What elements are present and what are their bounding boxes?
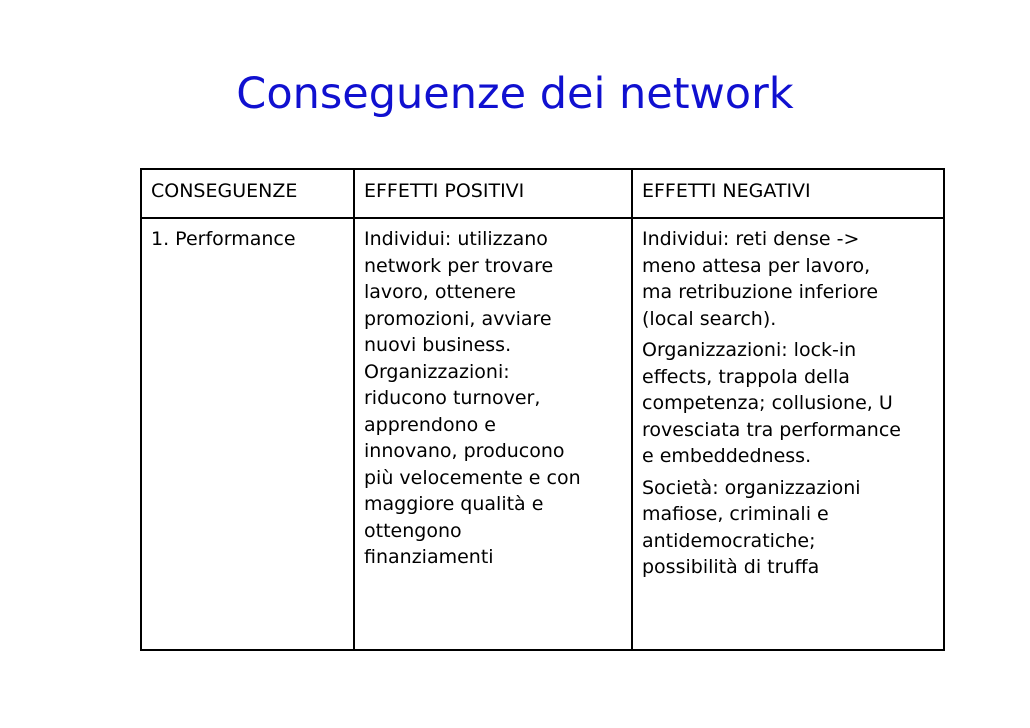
negative-effect-individui: Individui: reti dense -> meno attesa per lavoro, ma retribuzione inferiore (local search). bbox=[642, 228, 879, 330]
negative-effect-organizzazioni: Organizzazioni: lock-in effects, trappola della competenza; collusione, U rovesciata tra performance e embeddedness. bbox=[642, 339, 901, 467]
table-body bbox=[141, 218, 944, 650]
header-conseguenze: CONSEGUENZE bbox=[141, 169, 354, 218]
consequences-table bbox=[140, 168, 945, 651]
header-effetti-positivi: EFFETTI POSITIVI bbox=[354, 169, 632, 218]
table-header bbox=[141, 169, 944, 218]
cell-positive-effects bbox=[354, 218, 632, 650]
slide-title-text: Conseguenze dei network bbox=[236, 69, 794, 119]
negative-effect-societa: Società: organizzazioni mafiose, criminali e antidemocratiche; possibilità di truffa bbox=[642, 476, 861, 578]
consequence-text: 1. Performance bbox=[151, 228, 296, 250]
consequences-table-container bbox=[140, 168, 943, 651]
cell-negative-effects bbox=[632, 218, 944, 650]
positive-effects-text: Individui: utilizzano network per trovare lavoro, ottenere promozioni, avviare nuovi business. Organizzazioni: riducono turnover, apprendono e innovano, producono più velocemente e con maggiore qualità e ottengono finanziamenti bbox=[364, 228, 581, 568]
slide-title bbox=[0, 66, 1030, 122]
table-header-row bbox=[141, 169, 944, 218]
header-effetti-negativi: EFFETTI NEGATIVI bbox=[632, 169, 944, 218]
cell-consequence bbox=[141, 218, 354, 650]
table-row bbox=[141, 218, 944, 650]
